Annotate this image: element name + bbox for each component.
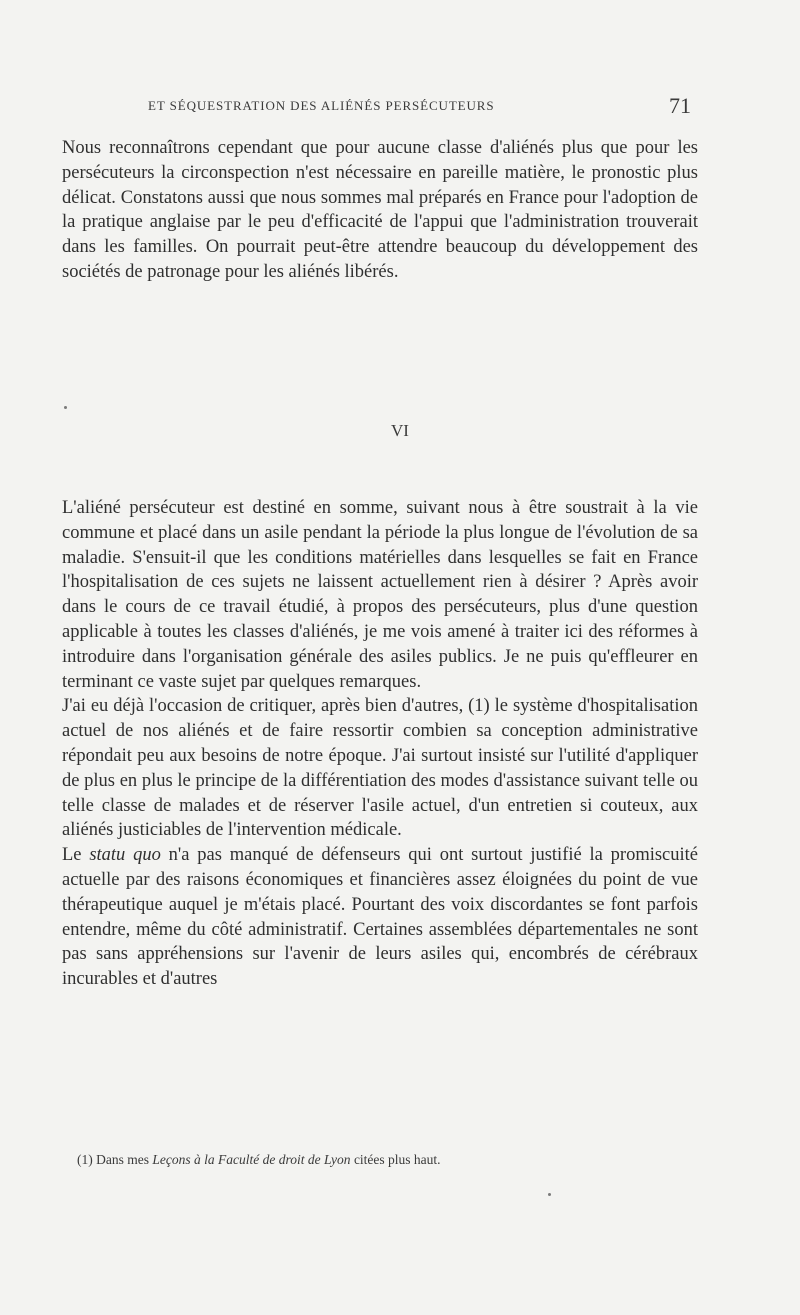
paragraph-rest: n'a pas manqué de défenseurs qui ont surtout justifié la promiscuité actuelle par des raisons économiques et financières assez éloignées du point de vue thérapeutique auquel je m'étais placé. Pourtant des voix discordantes se font parfois entendre, même du côté administratif. Certaines assemblées départementales ne sont pas sans appréhensions sur l'avenir de leurs asiles qui, encombrés de cérébraux incurables et d'autres <box>62 845 699 990</box>
running-header: ET SÉQUESTRATION DES ALIÉNÉS PERSÉCUTEURS <box>148 98 495 113</box>
footnote <box>77 1152 697 1168</box>
print-speck <box>64 406 67 409</box>
paragraph: J'ai eu déjà l'occasion de critiquer, après bien d'autres, (1) le système d'hospitalisation actuel de nos aliénés et de faire ressortir combien sa conception administrative répondait peu aux besoins de notre époque. J'ai surtout insisté sur l'utilité d'appliquer de plus en plus le principe de la différentiation des modes d'assistance suivant telle ou telle classe de malades et de réserver l'asile actuel, d'un entretien si couteux, aux aliénés justiciables de l'intervention médicale. <box>62 696 698 841</box>
footnote-marker: (1) Dans mes <box>77 1152 153 1167</box>
footnote-rest: citées plus haut. <box>350 1152 441 1167</box>
print-speck <box>548 1193 551 1196</box>
paragraph: L'aliéné persécuteur est destiné en somme, suivant nous à être soustrait à la vie commune et placé dans un asile pendant la période la plus longue de l'évolution de sa maladie. S'ensuit-il que les conditions matérielles dans lesquelles se fait en France l'hospitalisation de ces sujets ne laissent actuellement rien à désirer ? Après avoir dans le cours de ce travail étudié, à propos des persécuteurs, plus d'une question applicable à toutes les classes d'aliénés, je me vois amené à traiter ici des réformes à introduire dans l'organisation générale des asiles publics. Je ne puis qu'effleurer en terminant ce vaste sujet par quelques remarques. <box>62 498 698 692</box>
page-number: 71 <box>669 93 691 118</box>
section-heading: VI <box>391 421 409 440</box>
text-block-top <box>62 136 698 285</box>
footnote-italic: Leçons à la Faculté de droit de Lyon <box>152 1152 351 1167</box>
paragraph: Nous reconnaîtrons cependant que pour aucune classe d'aliénés plus que pour les persécuteurs la circonspection n'est nécessaire en pareille matière, le pronostic plus délicat. Constatons aussi que nous sommes mal préparés en France pour l'adoption de la pratique anglaise par le peu d'efficacité de l'appui que l'administration trouverait dans les familles. On pourrait peut-être attendre beaucoup du développement des sociétés de patronage pour les aliénés libérés. <box>62 138 698 282</box>
text-block-main <box>62 496 698 992</box>
italic-phrase: statu quo <box>89 845 161 866</box>
paragraph-prefix: Le <box>62 845 90 866</box>
paragraph <box>62 843 698 992</box>
